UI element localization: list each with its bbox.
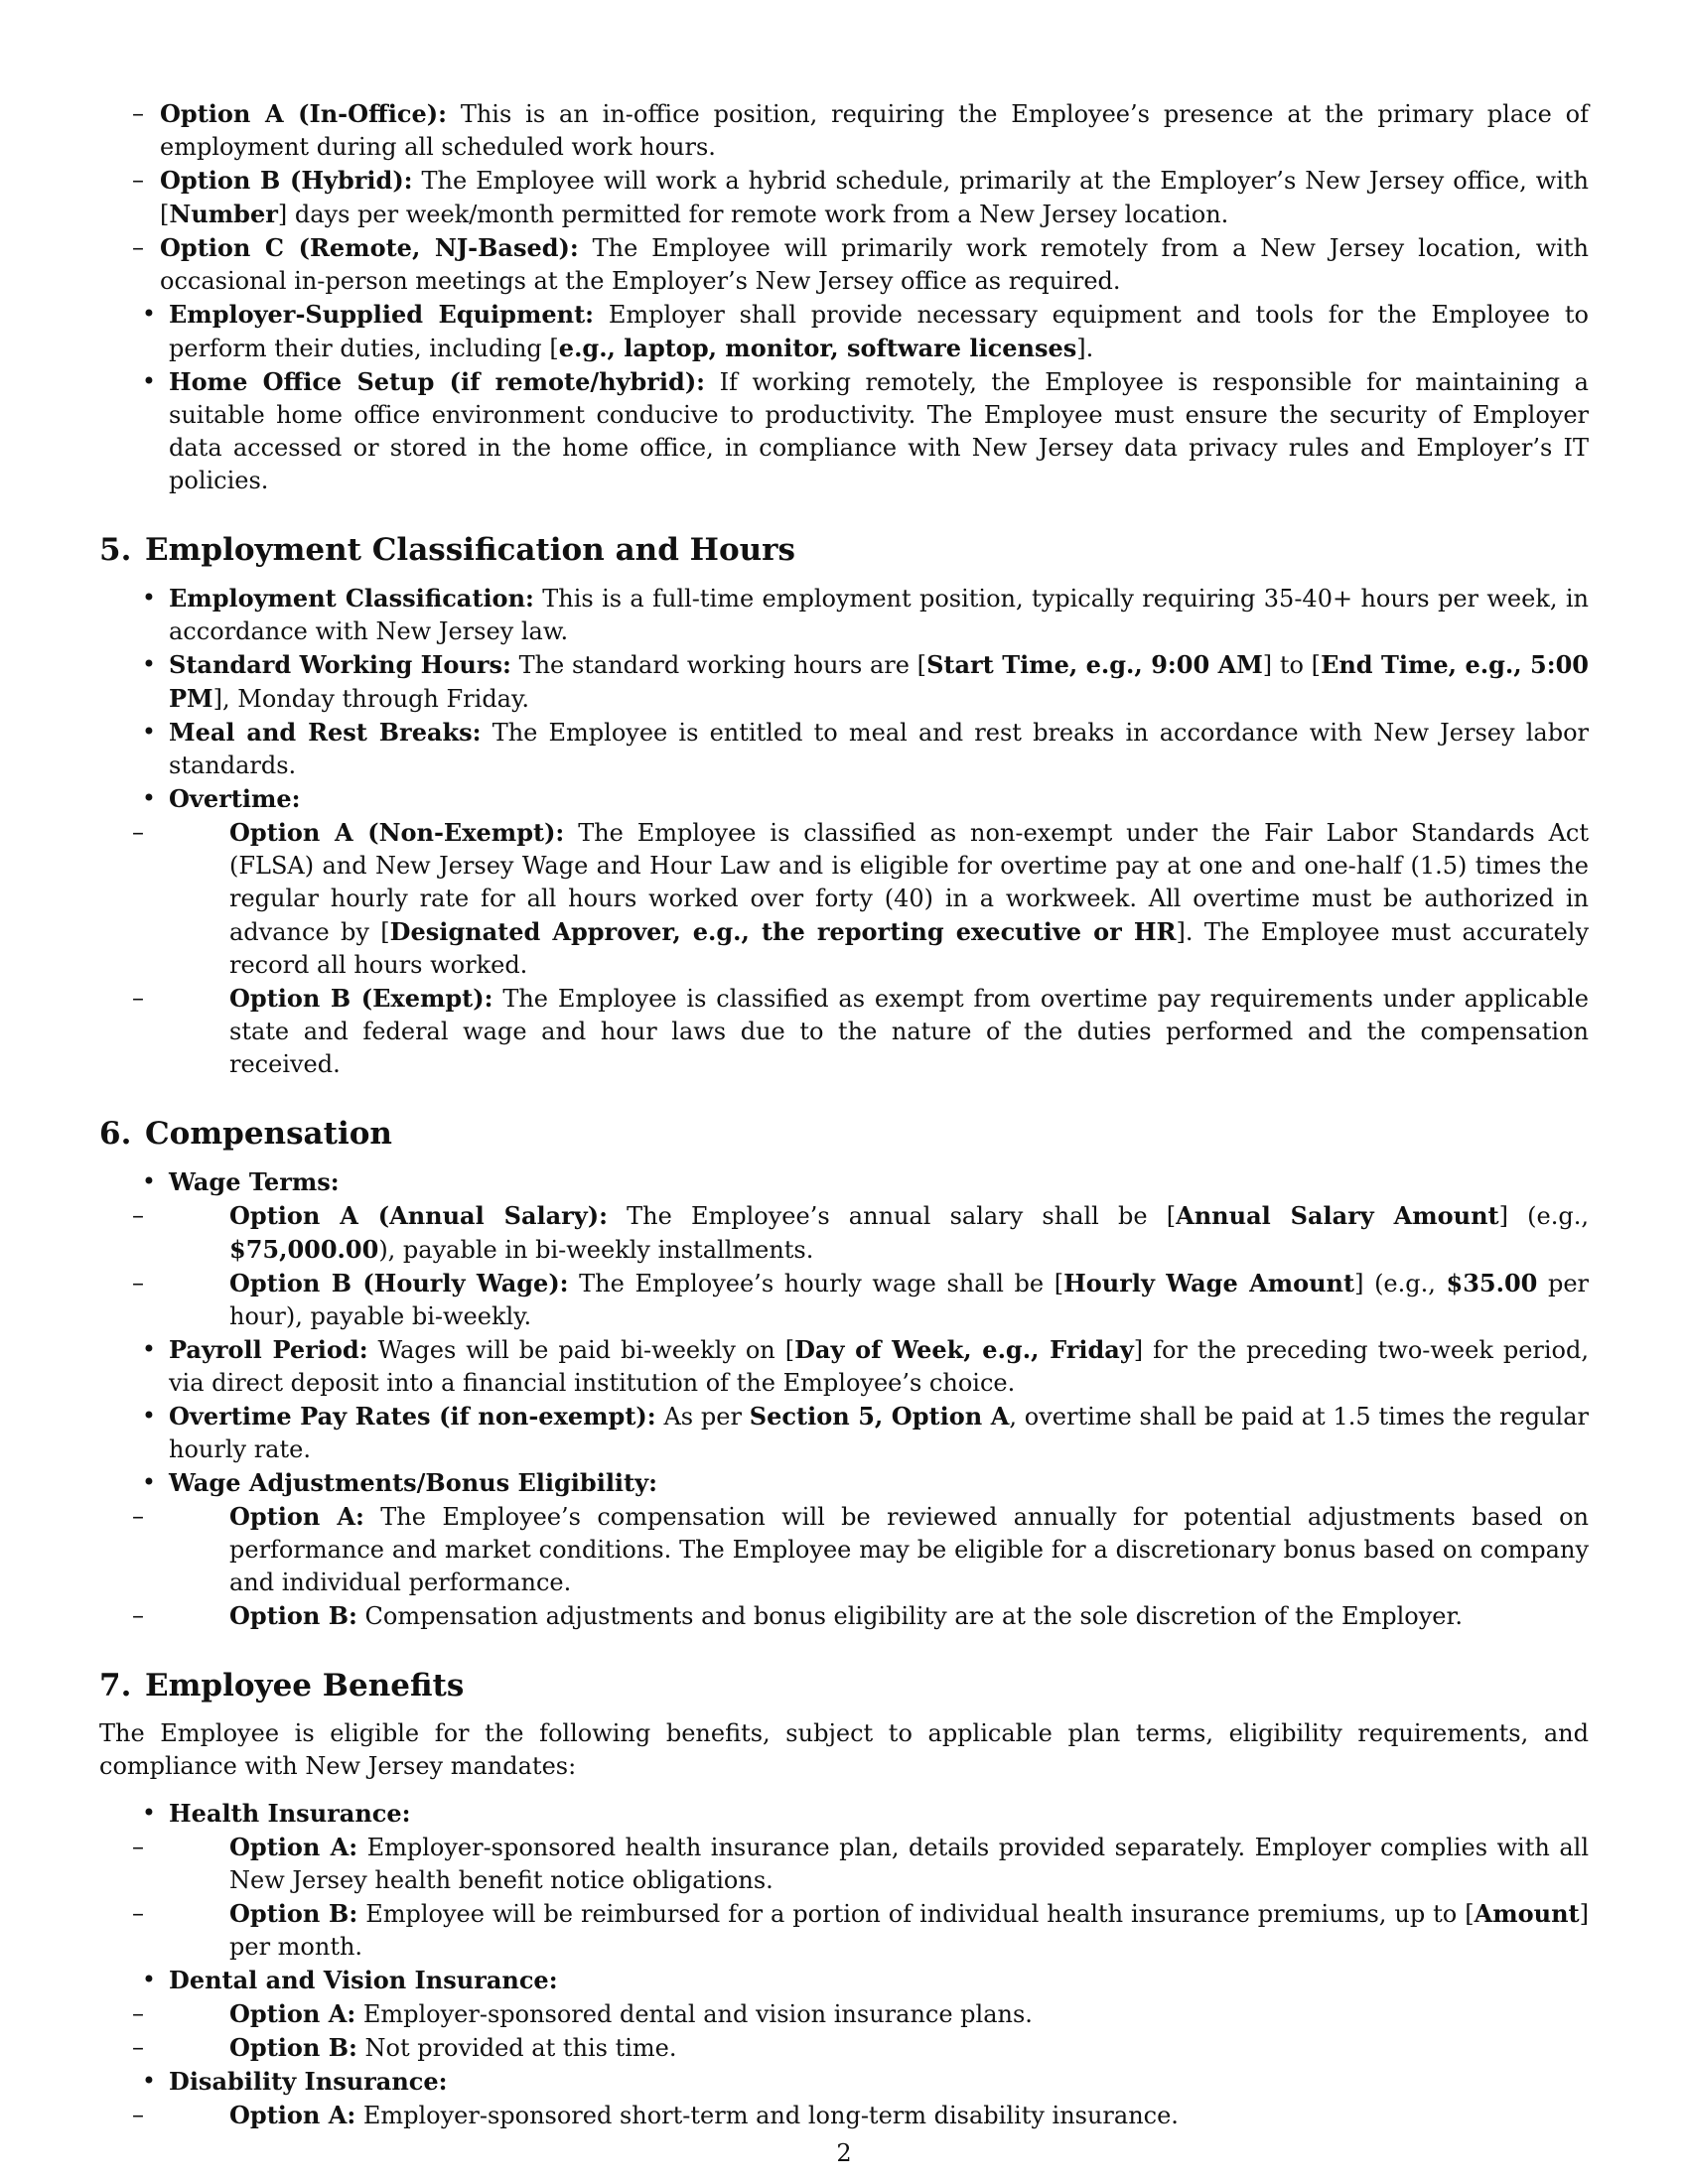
dental-item: • Dental and Vision Insurance: – Option A: Employer-sponsored dental and vision insurance plans. – Option B: Not provided at this time. — [99, 1964, 1589, 2065]
disability-options — [99, 2099, 1589, 2132]
equipment-item: • Employer-Supplied Equipment: Employer shall provide necessary equipment and tools for the Employee to perform their duties, including [e.g., laptop, monitor, software licenses]. — [99, 298, 1589, 365]
working-hours-item: • Standard Working Hours: The standard working hours are [Start Time, e.g., 9:00 AM] to [End Time, e.g., 5:00 PM], Monday through Friday. — [99, 648, 1589, 716]
health-options — [99, 1831, 1589, 1964]
benefits-intro: The Employee is eligible for the following benefits, subject to applicable plan terms, eligibility requirements, and compliance with New Jersey mandates: — [99, 1719, 1589, 1780]
adjustments-option-b: – Option B: Compensation adjustments and bonus eligibility are at the sole discretion of the Employer. — [99, 1599, 1589, 1633]
adjustments-option-a: – Option A: The Employee’s compensation will be reviewed annually for potential adjustments based on performance and market conditions. The Employee may be eligible for a discretionary bonus based on company and individual performance. — [99, 1500, 1589, 1599]
overtime-rates-item: • Overtime Pay Rates (if non-exempt): As per Section 5, Option A, overtime shall be paid at 1.5 times the regular hourly rate. — [99, 1400, 1589, 1466]
home-office-item: • Home Office Setup (if remote/hybrid): If working remotely, the Employee is responsible for maintaining a suitable home office environment conducive to productivity. The Employee must ensure the security of Employer data accessed or stored in the home office, in compliance with New Jersey data privacy rules and Employer’s IT policies. — [99, 365, 1589, 497]
breaks-item: • Meal and Rest Breaks: The Employee is entitled to meal and rest breaks in accordance with New Jersey labor standards. — [99, 716, 1589, 782]
payroll-item: • Payroll Period: Wages will be paid bi-weekly on [Day of Week, e.g., Friday] for the preceding two-week period, via direct deposit into a financial institution of the Employee’s choice. — [99, 1333, 1589, 1400]
wage-terms-options — [99, 1199, 1589, 1333]
page-content — [99, 97, 1589, 2132]
dental-option-b: – Option B: Not provided at this time. — [99, 2031, 1589, 2065]
dental-option-a: – Option A: Employer-sponsored dental and vision insurance plans. — [99, 1997, 1589, 2031]
work-arrangement-list — [99, 298, 1589, 497]
dental-options — [99, 1997, 1589, 2065]
adjustments-item: • Wage Adjustments/Bonus Eligibility: – Option A: The Employee’s compensation will be reviewed annually for potential adjustments based on performance and market conditions. The Employee may be eligible for a discretionary bonus based on company and individual performance. – Option B: Compensation adjustments and bonus eligibility are at the sole discretion of the Employer. — [99, 1466, 1589, 1633]
section-5-list — [99, 582, 1589, 1081]
overtime-option-a: – Option A (Non-Exempt): The Employee is classified as non-exempt under the Fair Labor Standards Act (FLSA) and New Jersey Wage and Hour Law and is eligible for overtime pay at one and one-half (1.5) times the regular hourly rate for all hours worked over forty (40) in a workweek. All overtime must be authorized in advance by [Designated Approver, e.g., the reporting executive or HR]. The Employee must accurately record all hours worked. — [99, 816, 1589, 982]
overtime-option-b: – Option B (Exempt): The Employee is classified as exempt from overtime pay requirements under applicable state and federal wage and hour laws due to the nature of the duties performed and the compensation received. — [99, 982, 1589, 1081]
section-7-heading: 7. Employee Benefits — [99, 1668, 465, 1704]
disability-item: • Disability Insurance: – Option A: Employer-sponsored short-term and long-term disability insurance. — [99, 2065, 1589, 2132]
overtime-options — [99, 816, 1589, 1081]
wage-option-a: – Option A (Annual Salary): The Employee’s annual salary shall be [Annual Salary Amount] (e.g., $75,000.00), payable in bi-weekly installments. — [99, 1199, 1589, 1267]
health-item: • Health Insurance: – Option A: Employer-sponsored health insurance plan, details provided separately. Employer complies with all New Jersey health benefit notice obligations. – Option B: Employee will be reimbursed for a portion of individual health insurance premiums, up to [Amount] per month. — [99, 1797, 1589, 1964]
adjustments-options — [99, 1500, 1589, 1633]
work-location-options — [99, 97, 1589, 298]
wage-terms-item: • Wage Terms: – Option A (Annual Salary): The Employee’s annual salary shall be [Annual Salary Amount] (e.g., $75,000.00), payable in bi-weekly installments. – Option B (Hourly Wage): The Employee’s hourly wage shall be [Hourly Wage Amount] (e.g., $35.00 per hour), payable bi-weekly. — [99, 1165, 1589, 1333]
classification-item: • Employment Classification: This is a full-time employment position, typically requiring 35-40+ hours per week, in accordance with New Jersey law. — [99, 582, 1589, 648]
work-option-a: – Option A (In-Office): This is an in-office position, requiring the Employee’s presence at the primary place of employment during all scheduled work hours. — [99, 97, 1589, 164]
health-option-a: – Option A: Employer-sponsored health insurance plan, details provided separately. Employer complies with all New Jersey health benefit notice obligations. — [99, 1831, 1589, 1897]
work-option-c: – Option C (Remote, NJ-Based): The Employee will primarily work remotely from a New Jersey location, with occasional in-person meetings at the Employer’s New Jersey office as required. — [99, 231, 1589, 298]
page-number: 2 — [836, 2139, 852, 2167]
overtime-item: • Overtime: – Option A (Non-Exempt): The Employee is classified as non-exempt under the Fair Labor Standards Act (FLSA) and New Jersey Wage and Hour Law and is eligible for overtime pay at one and one-half (1.5) times the regular hourly rate for all hours worked over forty (40) in a workweek. All overtime must be authorized in advance by [Designated Approver, e.g., the reporting executive or HR]. The Employee must accurately record all hours worked. – Option B (Exempt): The Employee is classified as exempt from overtime pay requirements under applicable state and federal wage and hour laws due to the nature of the duties performed and the compensation received. — [99, 782, 1589, 1081]
section-6-list — [99, 1165, 1589, 1633]
section-6-heading: 6. Compensation — [99, 1116, 392, 1152]
disability-option-a: – Option A: Employer-sponsored short-term and long-term disability insurance. — [99, 2099, 1589, 2132]
section-7-list — [99, 1797, 1589, 2132]
section-5-heading: 5. Employment Classification and Hours — [99, 532, 795, 568]
health-option-b: – Option B: Employee will be reimbursed for a portion of individual health insurance premiums, up to [Amount] per month. — [99, 1897, 1589, 1964]
work-option-b: – Option B (Hybrid): The Employee will work a hybrid schedule, primarily at the Employer’s New Jersey office, with [Number] days per week/month permitted for remote work from a New Jersey location. — [99, 164, 1589, 231]
wage-option-b: – Option B (Hourly Wage): The Employee’s hourly wage shall be [Hourly Wage Amount] (e.g., $35.00 per hour), payable bi-weekly. — [99, 1267, 1589, 1333]
